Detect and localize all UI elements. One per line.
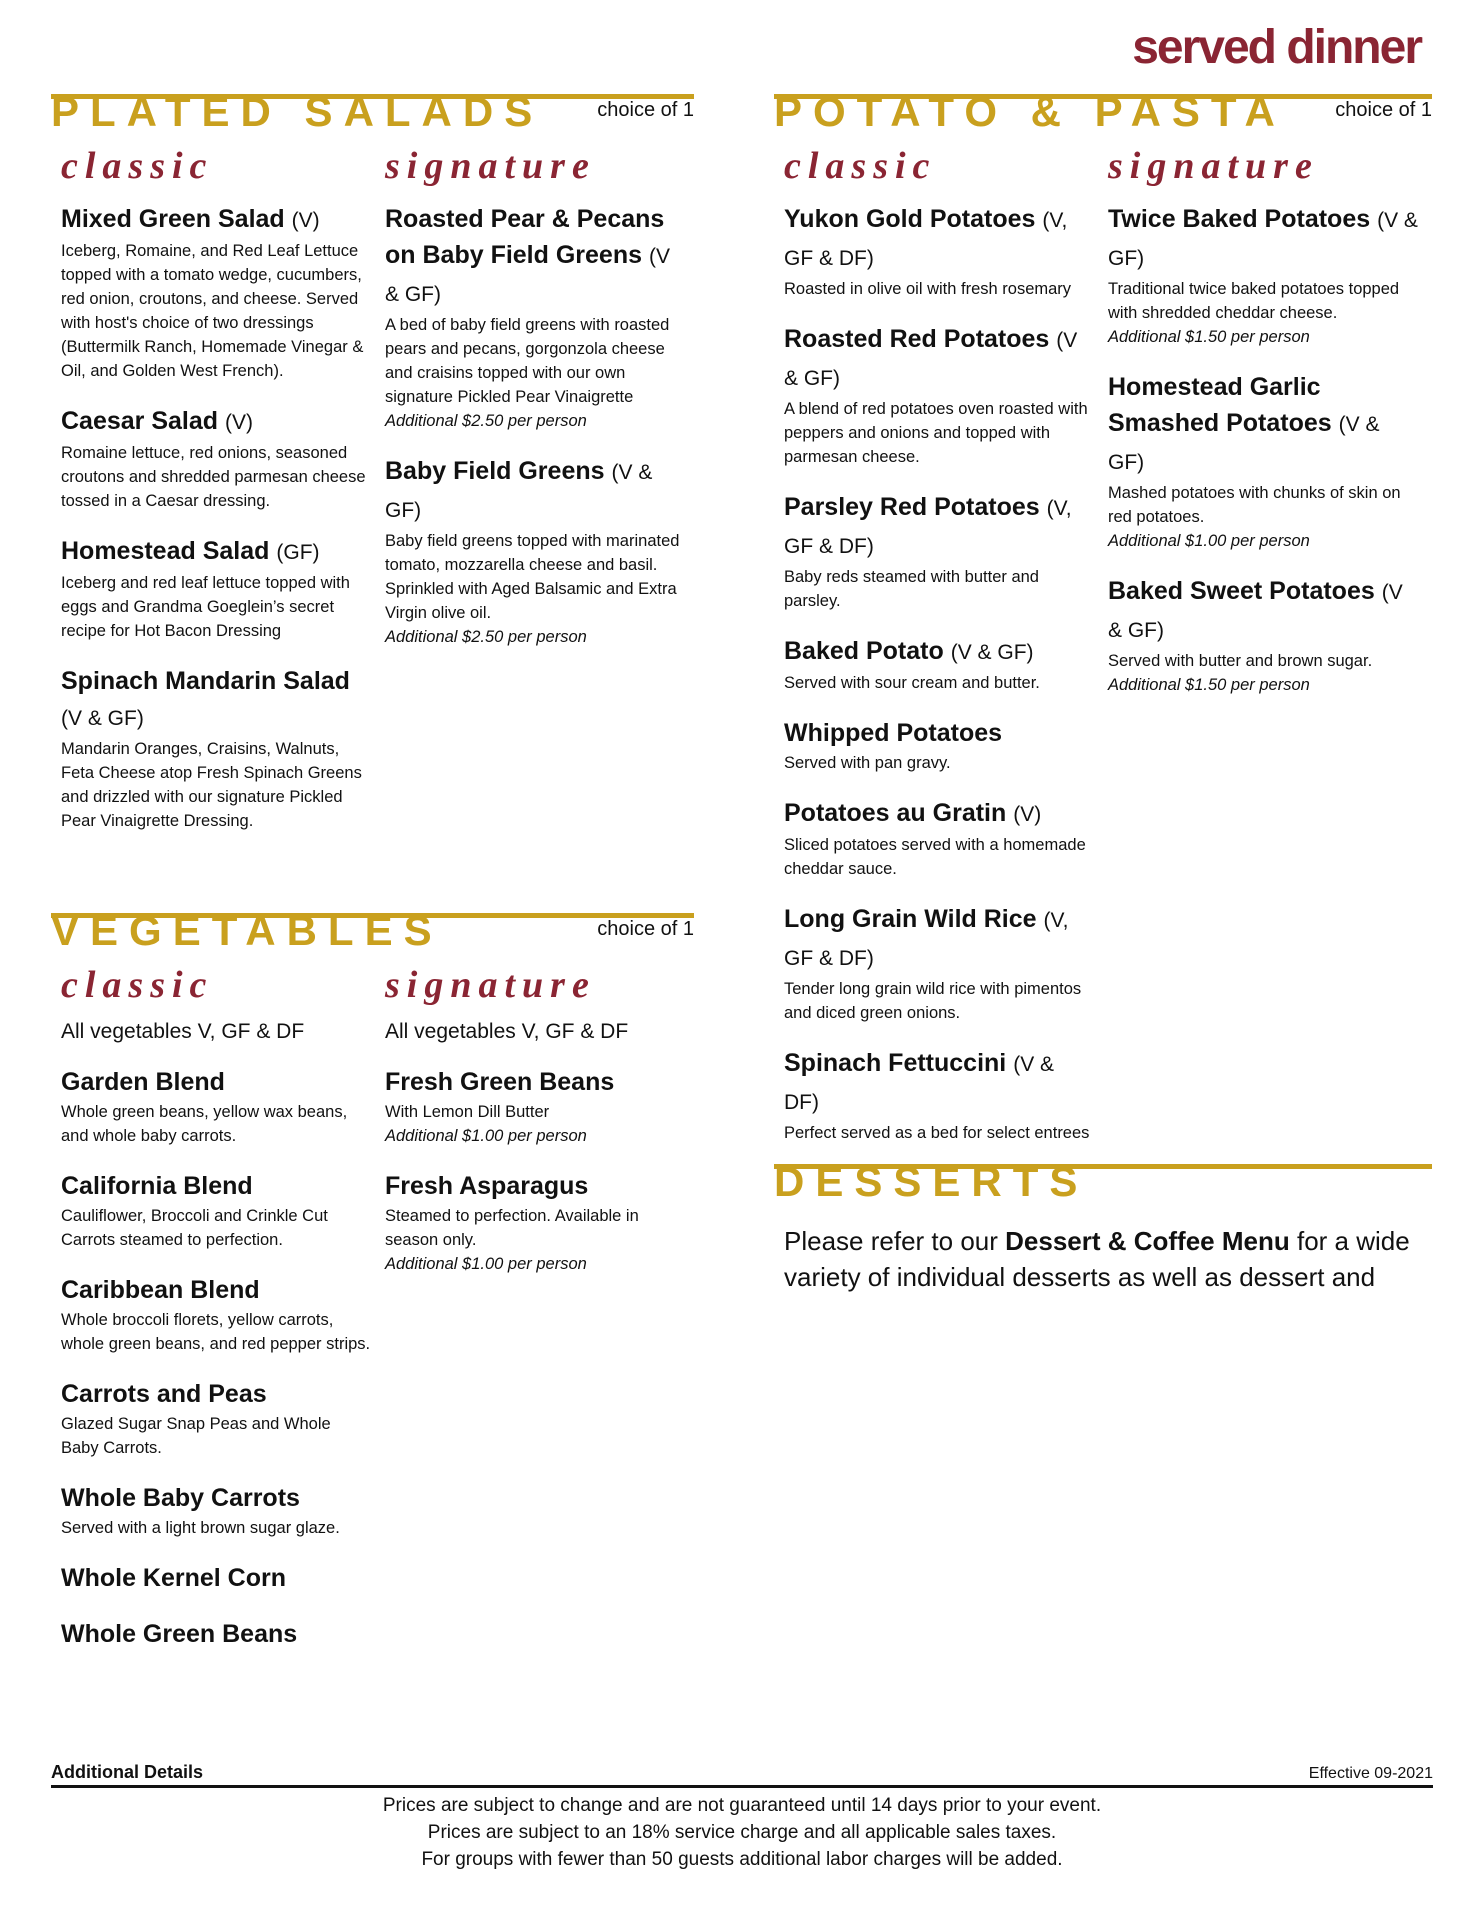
menu-item-description: Baby reds steamed with butter and parsley.: [784, 568, 1039, 610]
dietary-note: All vegetables V, GF & DF: [61, 1020, 305, 1043]
menu-item-description: Whole green beans, yellow wax beans, and whole baby carrots.: [61, 1103, 348, 1145]
item-list: [784, 201, 1094, 1145]
menu-item-description: Served with a light brown sugar glaze.: [61, 1519, 340, 1537]
menu-item-name: Long Grain Wild Rice: [784, 905, 1037, 933]
menu-item-description: Mandarin Oranges, Craisins, Walnuts, Feta Cheese atop Fresh Spinach Greens and drizzled with our signature Pickled Pear Vinaigrette Dressing.: [61, 740, 362, 830]
menu-item: [385, 1168, 685, 1276]
column-classic: [784, 139, 1094, 1165]
menu-item-name: Caesar Salad: [61, 407, 219, 435]
menu-item: [1108, 369, 1418, 553]
section-desserts: [774, 1158, 1432, 1295]
menu-item-dietary-tags: (V & DF): [784, 1053, 1055, 1114]
menu-item-heading: [784, 321, 1094, 397]
menu-item-dietary-tags: (V & GF): [784, 329, 1078, 390]
menu-item: [784, 901, 1094, 1025]
menu-item: [784, 715, 1094, 775]
menu-item-name: Mixed Green Salad: [61, 205, 285, 233]
choice-note: choice of 1: [597, 918, 694, 940]
menu-item-name: Garden Blend: [61, 1068, 225, 1096]
menu-item-heading: [784, 201, 1094, 277]
menu-item-heading: [784, 795, 1094, 833]
item-list: [61, 1064, 371, 1652]
menu-item-name: Baby Field Greens: [385, 457, 605, 485]
menu-item-description: Whole broccoli florets, yellow carrots, whole green beans, and red pepper strips.: [61, 1311, 371, 1353]
menu-item-description: Baby field greens topped with marinated tomato, mozzarella cheese and basil. Sprinkled with Aged Balsamic and Extra Virgin olive oil.: [385, 532, 680, 622]
footer-header-row: [51, 1762, 1433, 1788]
menu-item: [61, 1064, 371, 1148]
menu-item-dietary-tags: (V & GF): [385, 461, 653, 522]
menu-item-heading: [784, 633, 1094, 671]
menu-item: [61, 1616, 371, 1652]
section-header: [51, 907, 694, 958]
menu-item-heading: [61, 201, 371, 239]
menu-item: [61, 1560, 371, 1596]
menu-item-heading: [385, 453, 685, 529]
menu-item-name: Homestead Garlic Smashed Potatoes: [1108, 373, 1332, 437]
section-title: DESSERTS: [774, 1158, 1089, 1205]
menu-item-heading: [784, 901, 1094, 977]
menu-item-heading: [1108, 369, 1418, 481]
menu-item-dietary-tags: (V): [225, 411, 253, 434]
menu-item-description: Mashed potatoes with chunks of skin on red potatoes.: [1108, 484, 1401, 526]
item-list: [385, 201, 685, 649]
section-title: VEGETABLES: [51, 907, 443, 954]
choice-note: choice of 1: [1335, 99, 1432, 121]
footer-line: Prices are subject to change and are not guaranteed until 14 days prior to your event.: [382, 1795, 1102, 1816]
menu-item-name: Whole Green Beans: [61, 1620, 298, 1648]
menu-item-dietary-tags: (V): [1013, 803, 1042, 826]
menu-item-description: Steamed to perfection. Available in season only.: [385, 1207, 639, 1249]
dessert-text-after: for a wide variety of individual desserts as well as dessert and: [784, 1226, 1410, 1292]
column-signature: [385, 139, 685, 669]
menu-item-upcharge: Additional $1.50 per person: [1108, 328, 1310, 346]
menu-item-name: Baked Potato: [784, 637, 944, 665]
menu-item-description: Iceberg and red leaf lettuce topped with eggs and Grandma Goeglein’s secret recipe for Hot Bacon Dressing: [61, 574, 350, 640]
menu-item: [61, 201, 371, 383]
menu-item: [784, 1045, 1094, 1145]
menu-item-heading: [61, 663, 371, 737]
menu-item-name: Spinach Mandarin Salad: [61, 667, 350, 695]
menu-item-description: A bed of baby field greens with roasted pears and pecans, gorgonzola cheese and craisins topped with our own signature Pickled Pear Vinaigrette: [385, 316, 670, 406]
menu-item: [784, 321, 1094, 469]
section-vegetables: [51, 907, 694, 1648]
menu-item-name: Carrots and Peas: [61, 1380, 267, 1408]
menu-item: [784, 633, 1094, 695]
choice-note: choice of 1: [597, 99, 694, 121]
item-list: [1108, 201, 1418, 697]
menu-item: [61, 1168, 371, 1252]
menu-item-upcharge: Additional $1.00 per person: [385, 1127, 587, 1145]
menu-item-description: Iceberg, Romaine, and Red Leaf Lettuce topped with a tomato wedge, cucumbers, red onion, croutons, and cheese. Served with host's choice of two dressings (Buttermilk Ranch, Homemade Vinegar & Oil, and Golden West French).: [61, 242, 364, 380]
menu-item-heading: [61, 1376, 371, 1412]
footer-line: Prices are subject to an 18% service charge and all applicable sales taxes.: [427, 1822, 1057, 1843]
menu-item-name: Twice Baked Potatoes: [1108, 205, 1371, 233]
menu-item: [385, 1064, 685, 1148]
menu-item-heading: [784, 489, 1094, 565]
menu-item-description: A blend of red potatoes oven roasted with peppers and onions and topped with parmesan cheese.: [784, 400, 1088, 466]
menu-item-name: Yukon Gold Potatoes: [784, 205, 1036, 233]
menu-item: [784, 201, 1094, 301]
column-classic: [61, 958, 371, 1672]
menu-item-description: Cauliflower, Broccoli and Crinkle Cut Carrots steamed to perfection.: [61, 1207, 328, 1249]
dessert-description: [784, 1223, 1432, 1295]
menu-item: [784, 489, 1094, 613]
menu-item: [61, 1272, 371, 1356]
menu-item-heading: [1108, 573, 1418, 649]
menu-item-heading: [61, 1560, 371, 1596]
menu-item: [61, 1480, 371, 1540]
menu-item: [61, 663, 371, 833]
menu-item-heading: [61, 403, 371, 441]
menu-item-upcharge: Additional $1.00 per person: [1108, 532, 1310, 550]
menu-item-name: Roasted Red Potatoes: [784, 325, 1050, 353]
menu-item-dietary-tags: (V, GF & DF): [784, 909, 1069, 970]
column-header: signature: [385, 145, 596, 187]
menu-item-name: Spinach Fettuccini: [784, 1049, 1007, 1077]
page-title: served dinner: [1132, 21, 1421, 74]
menu-item-description: Tender long grain wild rice with pimentos and diced green onions.: [784, 980, 1082, 1022]
menu-item-dietary-tags: (V & GF): [1108, 209, 1418, 270]
column-header: signature: [1108, 145, 1319, 187]
menu-item-description: Traditional twice baked potatoes topped with shredded cheddar cheese.: [1108, 280, 1400, 322]
section-plated-salads: [51, 88, 694, 830]
menu-item-heading: [784, 715, 1094, 751]
column-header: classic: [61, 145, 214, 187]
menu-item-name: Potatoes au Gratin: [784, 799, 1007, 827]
menu-item-dietary-tags: (V & GF): [1108, 413, 1380, 474]
menu-item-upcharge: Additional $1.00 per person: [385, 1255, 587, 1273]
menu-item-dietary-tags: (V & GF): [950, 641, 1034, 664]
column-classic: [61, 139, 371, 853]
menu-item-heading: [61, 533, 371, 571]
section-title: PLATED SALADS: [51, 88, 544, 135]
section-header: [51, 88, 694, 139]
footer: [51, 1762, 1433, 1873]
menu-item-name: Fresh Asparagus: [385, 1172, 589, 1200]
additional-details-label: Additional Details: [51, 1762, 204, 1782]
dessert-text-before: Please refer to our: [784, 1226, 1006, 1256]
menu-item: [1108, 573, 1418, 697]
dietary-note: All vegetables V, GF & DF: [385, 1020, 629, 1043]
dessert-menu-reference: Dessert & Coffee Menu: [1005, 1226, 1290, 1256]
menu-item-name: Whole Kernel Corn: [61, 1564, 287, 1592]
menu-item-description: Romaine lettuce, red onions, seasoned croutons and shredded parmesan cheese tossed in a Caesar dressing.: [61, 444, 366, 510]
menu-item-heading: [61, 1480, 371, 1516]
menu-item-name: Baked Sweet Potatoes: [1108, 577, 1375, 605]
menu-item-heading: [61, 1064, 371, 1100]
menu-item-description: With Lemon Dill Butter: [385, 1103, 550, 1121]
menu-item-description: Served with pan gravy.: [784, 754, 951, 772]
menu-item: [385, 453, 685, 649]
menu-item-name: California Blend: [61, 1172, 253, 1200]
menu-item-name: Roasted Pear & Pecans on Baby Field Greens: [385, 205, 665, 269]
menu-item-dietary-tags: (V & GF): [1108, 581, 1403, 642]
menu-item-description: Served with butter and brown sugar.: [1108, 652, 1373, 670]
footer-notes: [51, 1792, 1433, 1873]
menu-item-dietary-tags: (V & GF): [385, 245, 670, 306]
menu-item-heading: [61, 1168, 371, 1204]
column-header: signature: [385, 964, 596, 1006]
menu-item-heading: [385, 201, 685, 313]
menu-item-name: Whole Baby Carrots: [61, 1484, 300, 1512]
menu-item-description: Served with sour cream and butter.: [784, 674, 1040, 692]
menu-item-upcharge: Additional $2.50 per person: [385, 412, 587, 430]
menu-item: [61, 403, 371, 513]
menu-item: [1108, 201, 1418, 349]
column-signature: [385, 958, 685, 1296]
menu-item-dietary-tags: (GF): [276, 541, 320, 564]
menu-item: [385, 201, 685, 433]
menu-item-heading: [385, 1168, 685, 1204]
column-header: classic: [61, 964, 214, 1006]
effective-date: Effective 09-2021: [1308, 1765, 1433, 1782]
column-header: classic: [784, 145, 937, 187]
menu-item-description: Perfect served as a bed for select entrees: [784, 1124, 1090, 1142]
menu-item-dietary-tags: (V & GF): [61, 707, 144, 730]
menu-item-heading: [61, 1272, 371, 1308]
menu-item: [61, 533, 371, 643]
menu-item-name: Fresh Green Beans: [385, 1068, 615, 1096]
menu-item-description: Roasted in olive oil with fresh rosemary: [784, 280, 1072, 298]
item-list: [61, 201, 371, 833]
menu-item: [61, 1376, 371, 1460]
menu-item-heading: [385, 1064, 685, 1100]
menu-item: [784, 795, 1094, 881]
menu-item-name: Parsley Red Potatoes: [784, 493, 1040, 521]
item-list: [385, 1064, 685, 1276]
menu-item-heading: [61, 1616, 371, 1652]
section-header: [774, 1158, 1432, 1209]
menu-item-dietary-tags: (V): [291, 209, 320, 232]
menu-item-heading: [784, 1045, 1094, 1121]
menu-item-name: Caribbean Blend: [61, 1276, 260, 1304]
menu-item-dietary-tags: (V, GF & DF): [784, 497, 1072, 558]
menu-item-description: Sliced potatoes served with a homemade cheddar sauce.: [784, 836, 1086, 878]
section-potato-pasta: [774, 88, 1432, 1142]
menu-item-dietary-tags: (V, GF & DF): [784, 209, 1068, 270]
section-title: POTATO & PASTA: [774, 88, 1286, 135]
menu-item-upcharge: Additional $1.50 per person: [1108, 676, 1310, 694]
menu-item-description: Glazed Sugar Snap Peas and Whole Baby Carrots.: [61, 1415, 331, 1457]
column-signature: [1108, 139, 1418, 717]
menu-item-heading: [1108, 201, 1418, 277]
menu-item-name: Homestead Salad: [61, 537, 270, 565]
menu-item-upcharge: Additional $2.50 per person: [385, 628, 587, 646]
footer-line: For groups with fewer than 50 guests additional labor charges will be added.: [421, 1849, 1063, 1870]
menu-item-name: Whipped Potatoes: [784, 719, 1003, 747]
section-header: [774, 88, 1432, 139]
